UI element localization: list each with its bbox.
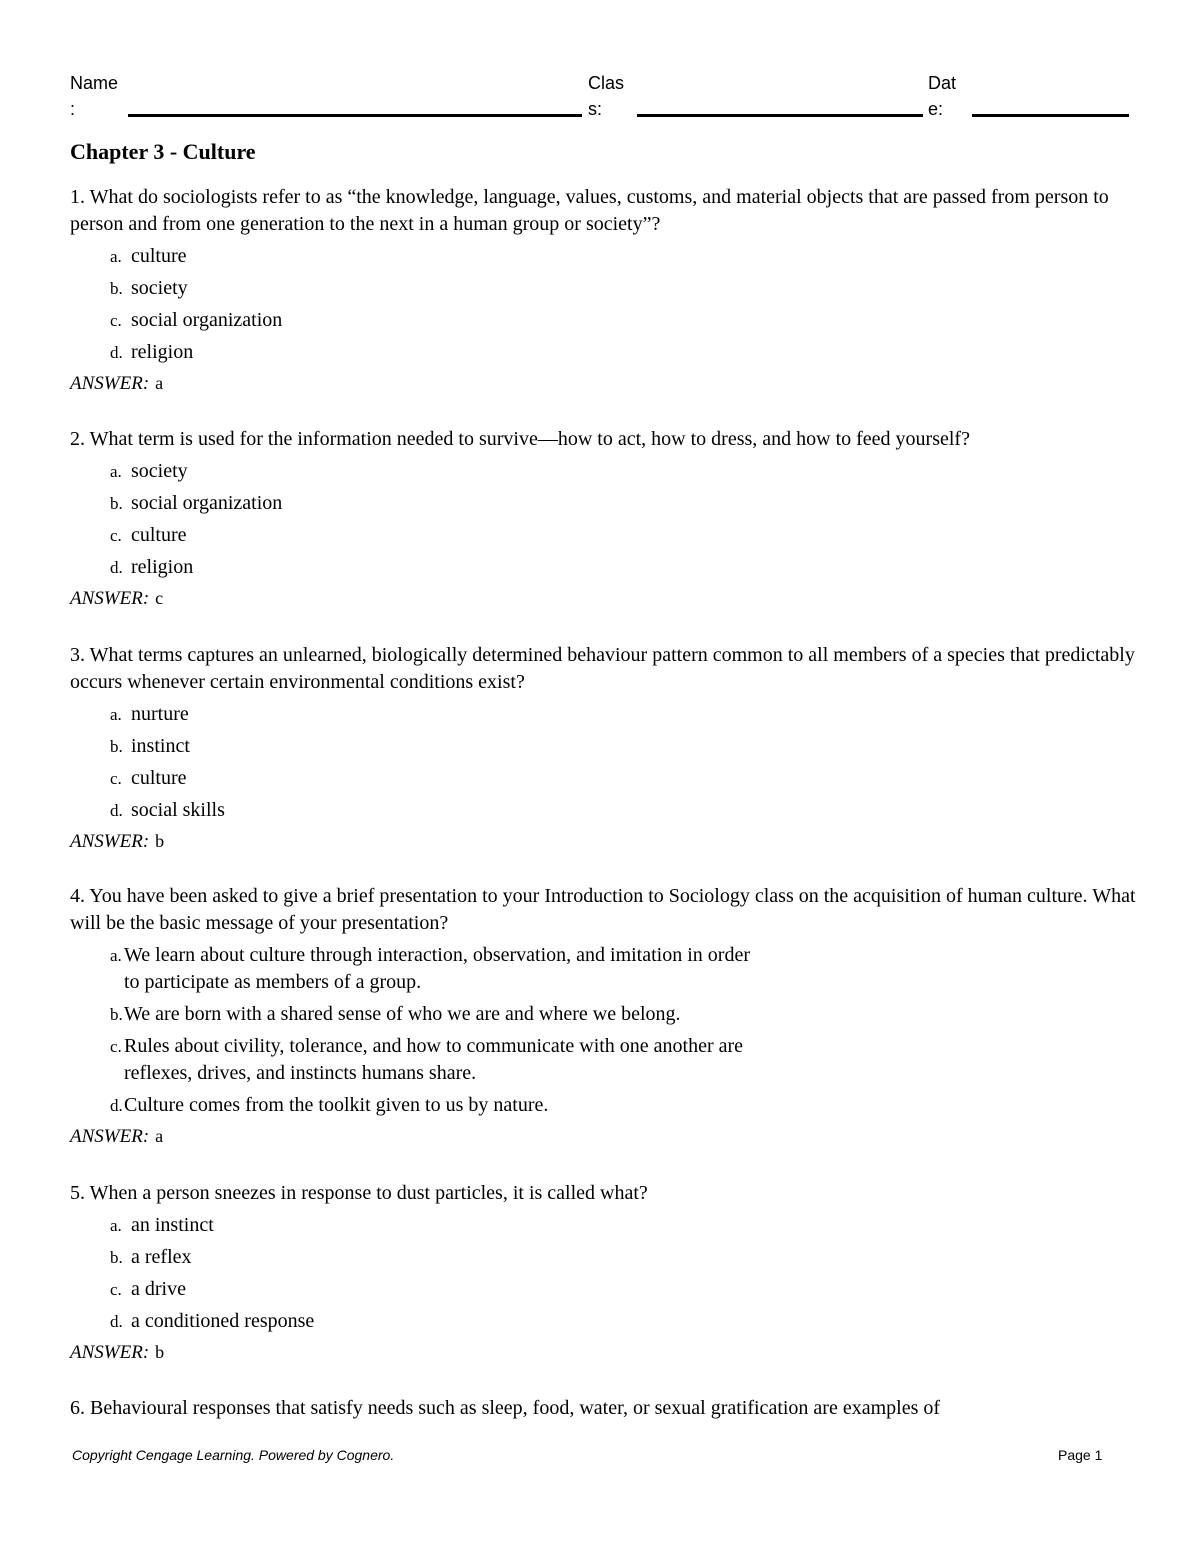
question-stem: 4. You have been asked to give a brief presentation to your Introduction to Sociology class on the acquisition of human culture. What will be the basic message of your presentation? xyxy=(70,885,1136,934)
question-2 xyxy=(70,426,1150,612)
option-c: c. social organization xyxy=(110,309,283,331)
answer-line: ANSWER: a xyxy=(70,1126,164,1147)
question-stem: 3. What terms captures an unlearned, biologically determined behaviour pattern common to all members of a species that predictably occurs whenever certain environmental conditions exist? xyxy=(70,644,1135,693)
option-d: d. a conditioned response xyxy=(110,1310,315,1332)
option-c: c. culture xyxy=(110,767,187,789)
question-stem: 5. When a person sneezes in response to dust particles, it is called what? xyxy=(70,1182,648,1204)
option-c: c. a drive xyxy=(110,1278,186,1300)
question-6 xyxy=(70,1395,1150,1422)
name-field-line[interactable] xyxy=(128,114,582,117)
class-field-label: Clas s: xyxy=(588,73,625,119)
answer-line: ANSWER: b xyxy=(70,1342,165,1363)
answer-line: ANSWER: a xyxy=(70,373,164,394)
answer-line: ANSWER: c xyxy=(70,588,164,609)
option-b: b. a reflex xyxy=(110,1246,192,1268)
option-a: a. culture xyxy=(110,245,187,267)
date-field-line[interactable] xyxy=(972,114,1129,117)
question-5 xyxy=(70,1180,1150,1366)
option-a: a. We learn about culture through interaction, observation, and imitation in order to participate as members of a group. xyxy=(110,944,750,993)
option-b: b. society xyxy=(110,277,188,299)
question-1 xyxy=(70,184,1150,397)
option-b: b. instinct xyxy=(110,735,190,757)
option-b: b. social organization xyxy=(110,492,283,514)
option-c: c. culture xyxy=(110,524,187,546)
question-3 xyxy=(70,642,1150,855)
chapter-title: Chapter 3 - Culture xyxy=(70,139,256,164)
question-stem: 2. What term is used for the information needed to survive—how to act, how to dress, and how to feed yourself? xyxy=(70,428,970,450)
option-a: a. an instinct xyxy=(110,1214,214,1236)
name-field-label: Name : xyxy=(70,73,119,119)
option-b: b.We are born with a shared sense of who we are and where we belong. xyxy=(110,1003,681,1025)
option-d: d.Culture comes from the toolkit given to us by nature. xyxy=(110,1094,549,1116)
answer-line: ANSWER: b xyxy=(70,831,165,852)
class-field-line[interactable] xyxy=(637,114,923,117)
option-c: c. Rules about civility, tolerance, and how to communicate with one another are reflexes, drives, and instincts humans share. xyxy=(110,1035,744,1084)
option-d: d. religion xyxy=(110,556,194,578)
question-4 xyxy=(70,883,1150,1150)
option-a: a. nurture xyxy=(110,703,189,725)
question-stem: 1. What do sociologists refer to as “the knowledge, language, values, customs, and material objects that are passed from person to person and from one generation to the next in a human group or society”? xyxy=(70,186,1109,235)
question-stem: 6. Behavioural responses that satisfy needs such as sleep, food, water, or sexual gratification are examples of xyxy=(70,1397,941,1419)
option-d: d. religion xyxy=(110,341,194,363)
option-d: d. social skills xyxy=(110,799,225,821)
option-a: a. society xyxy=(110,460,188,482)
date-field-label: Dat e: xyxy=(928,73,957,119)
copyright-footer: Copyright Cengage Learning. Powered by Cognero. xyxy=(72,1447,395,1463)
page-number: Page 1 xyxy=(1058,1447,1103,1463)
